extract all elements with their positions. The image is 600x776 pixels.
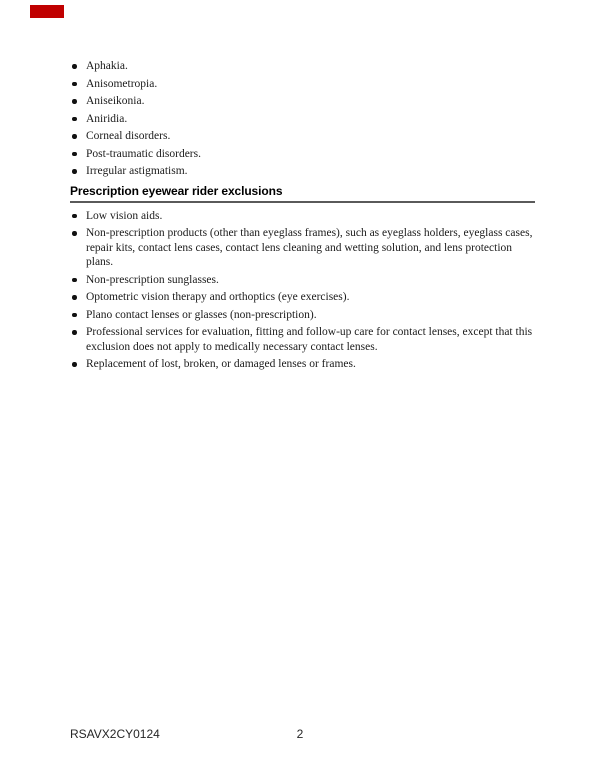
bullet-icon — [70, 308, 86, 318]
list-item — [70, 147, 535, 162]
list-item-text: Irregular astigmatism. — [86, 165, 188, 177]
list-item — [70, 357, 535, 372]
list-item-text: Low vision aids. — [86, 209, 163, 222]
bullet-icon — [70, 77, 86, 87]
list-item — [70, 273, 535, 288]
list-item — [70, 209, 535, 224]
list-item — [70, 308, 535, 323]
list-item — [70, 129, 535, 144]
list-item — [70, 112, 535, 127]
footer-document-code: RSAVX2CY0124 — [70, 727, 160, 741]
list-item-text: Professional services for evaluation, fitting and follow-up care for contact lenses, except that this exclusion does not apply to medically necessary contact lenses. — [86, 326, 533, 353]
exclusion-list-eyewear-rider — [70, 209, 535, 372]
list-item-text: Plano contact lenses or glasses (non-prescription). — [86, 308, 317, 321]
bullet-icon — [70, 290, 86, 300]
bullet-icon — [70, 147, 86, 157]
bullet-icon — [70, 226, 86, 236]
bullet-icon — [70, 325, 86, 335]
list-item-text: Aniseikonia. — [86, 95, 145, 107]
list-item-text: Anisometropia. — [86, 77, 158, 90]
list-item-text: Optometric vision therapy and orthoptics (eye exercises). — [86, 291, 350, 303]
section-heading: Prescription eyewear rider exclusions — [70, 184, 535, 203]
list-item — [70, 94, 535, 109]
list-item-text: Corneal disorders. — [86, 130, 171, 142]
page-content — [70, 59, 535, 375]
list-item-text: Aniridia. — [86, 112, 128, 125]
list-item-text: Replacement of lost, broken, or damaged lenses or frames. — [86, 358, 356, 370]
bullet-icon — [70, 59, 86, 69]
list-item — [70, 164, 535, 179]
bullet-icon — [70, 94, 86, 104]
bullet-icon — [70, 273, 86, 283]
list-item-text: Post-traumatic disorders. — [86, 147, 201, 160]
bullet-icon — [70, 112, 86, 122]
bullet-icon — [70, 164, 86, 174]
exclusion-list-general — [70, 59, 535, 179]
list-item — [70, 290, 535, 305]
list-item — [70, 77, 535, 92]
list-item-text: Non-prescription sunglasses. — [86, 273, 219, 286]
footer-page-number: 2 — [296, 727, 304, 741]
bullet-icon — [70, 357, 86, 367]
red-highlight-bar — [30, 5, 64, 18]
list-item-text: Aphakia. — [86, 60, 128, 72]
bullet-icon — [70, 209, 86, 219]
list-item — [70, 59, 535, 74]
list-item-text: Non-prescription products (other than eyeglass frames), such as eyeglass holders, eyeglass cases, repair kits, contact lens cases, contact lens cleaning and wetting solution, and lens protection plans. — [86, 227, 533, 268]
bullet-icon — [70, 129, 86, 139]
list-item — [70, 226, 535, 270]
list-item — [70, 325, 535, 354]
